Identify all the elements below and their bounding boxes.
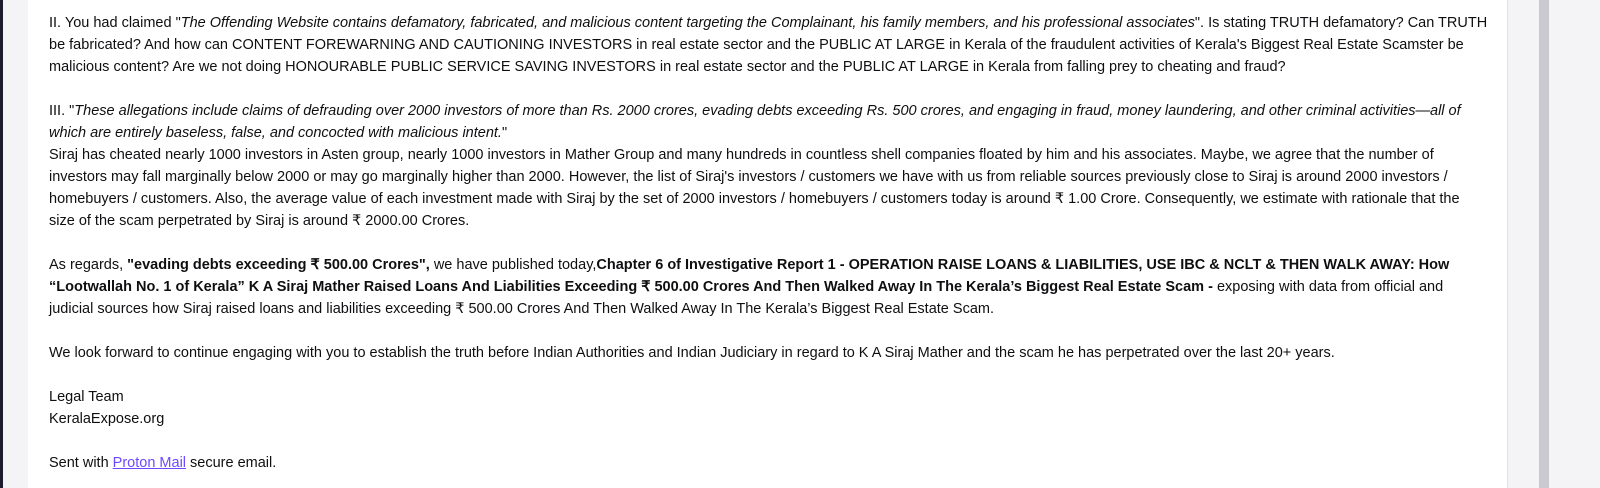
point-3-suffix: " [501,125,508,141]
footer-prefix: Sent with [49,455,113,471]
chapter-title: Chapter 6 of Investigative Report 1 - OPERATION RAISE LOANS & LIABILITIES, USE IBC & NCLT & THEN WALK AWAY: How “Lootwallah No. 1 of Kerala” K A Siraj Mather Raised Loans And Liabilities Exceeding ₹ 500.00 Crores And Then Walked Away In The Kerala’s Biggest Real Estate Scam - [49,257,1450,295]
paragraph-closing: We look forward to continue engaging with you to establish the truth before Indian Authorities and Indian Judiciary in regard to K A Siraj Mather and the scam he has perpetrated over the last 20+ years. [49,345,1335,361]
debts-tail: exposing with data from official and judicial sources how Siraj raised loans and liabilities exceeding ₹ 500.00 Crores And Then Walked Away In The Kerala’s Biggest Real Estate Scam. [49,279,1444,317]
point-3-prefix: III. " [49,103,75,119]
app-sidebar-edge [0,0,3,488]
signature-block [49,386,1489,430]
paragraph-point-2 [49,12,1489,78]
point-2-response: ". Is stating TRUTH defamatory? Can TRUTH be fabricated? And how can CONTENT FOREWARNING AND CAUTIONING INVESTORS in real estate sector and the PUBLIC AT LARGE in Kerala of the fraudulent activities of Kerala's Biggest Real Estate Scamster be malicious content? Are we not doing HONOURABLE PUBLIC SERVICE SAVING INVESTORS in real estate sector and the PUBLIC AT LARGE in Kerala from falling prey to cheating and fraud? [49,15,1488,75]
debts-quote: "evading debts exceeding ₹ 500.00 Crores", [127,257,430,273]
footer-suffix: secure email. [186,455,277,471]
paragraph-debts [49,254,1489,320]
point-2-quote: The Offending Website contains defamatory, fabricated, and malicious content targeting the Complainant, his family members, and his professional associates [180,15,1195,31]
paragraph-point-3-quote [49,100,1489,144]
point-3-quote: These allegations include claims of defrauding over 2000 investors of more than Rs. 2000 crores, evading debts exceeding Rs. 500 crores, and engaging in fraud, money laundering, and other criminal activities—all of which are entirely baseless, false, and concocted with malicious intent. [49,103,1461,141]
message-right-gutter [1509,0,1539,488]
debts-lead: As regards, [49,257,128,273]
debts-mid: we have published today, [429,257,597,273]
paragraph-point-3-response: Siraj has cheated nearly 1000 investors in Asten group, nearly 1000 investors in Mather Group and many hundreds in countless shell companies floated by him and his associates. Maybe, we agree that the number of investors may fall marginally below 2000 or may go marginally higher than 2000. However, the list of Siraj's investors / customers we have with us from reliable sources previously close to Siraj is around 2000 investors / homebuyers / customers. Also, the average value of each investment made with Siraj by the set of 2000 investors / homebuyers / customers today is around ₹ 1.00 Crore. Consequently, we estimate with rationale that the size of the scam perpetrated by Siraj is around ₹ 2000.00 Crores. [49,147,1460,229]
signature-line-site: KeralaExpose.org [49,411,165,427]
point-2-prefix: II. You had claimed " [49,15,181,31]
signature-line-team: Legal Team [49,389,124,405]
mail-footer [49,452,1489,474]
scrollbar-thumb[interactable] [1539,0,1549,488]
window-right-edge [1549,0,1600,488]
message-body [49,12,1489,474]
proton-mail-link[interactable]: Proton Mail [112,455,187,471]
